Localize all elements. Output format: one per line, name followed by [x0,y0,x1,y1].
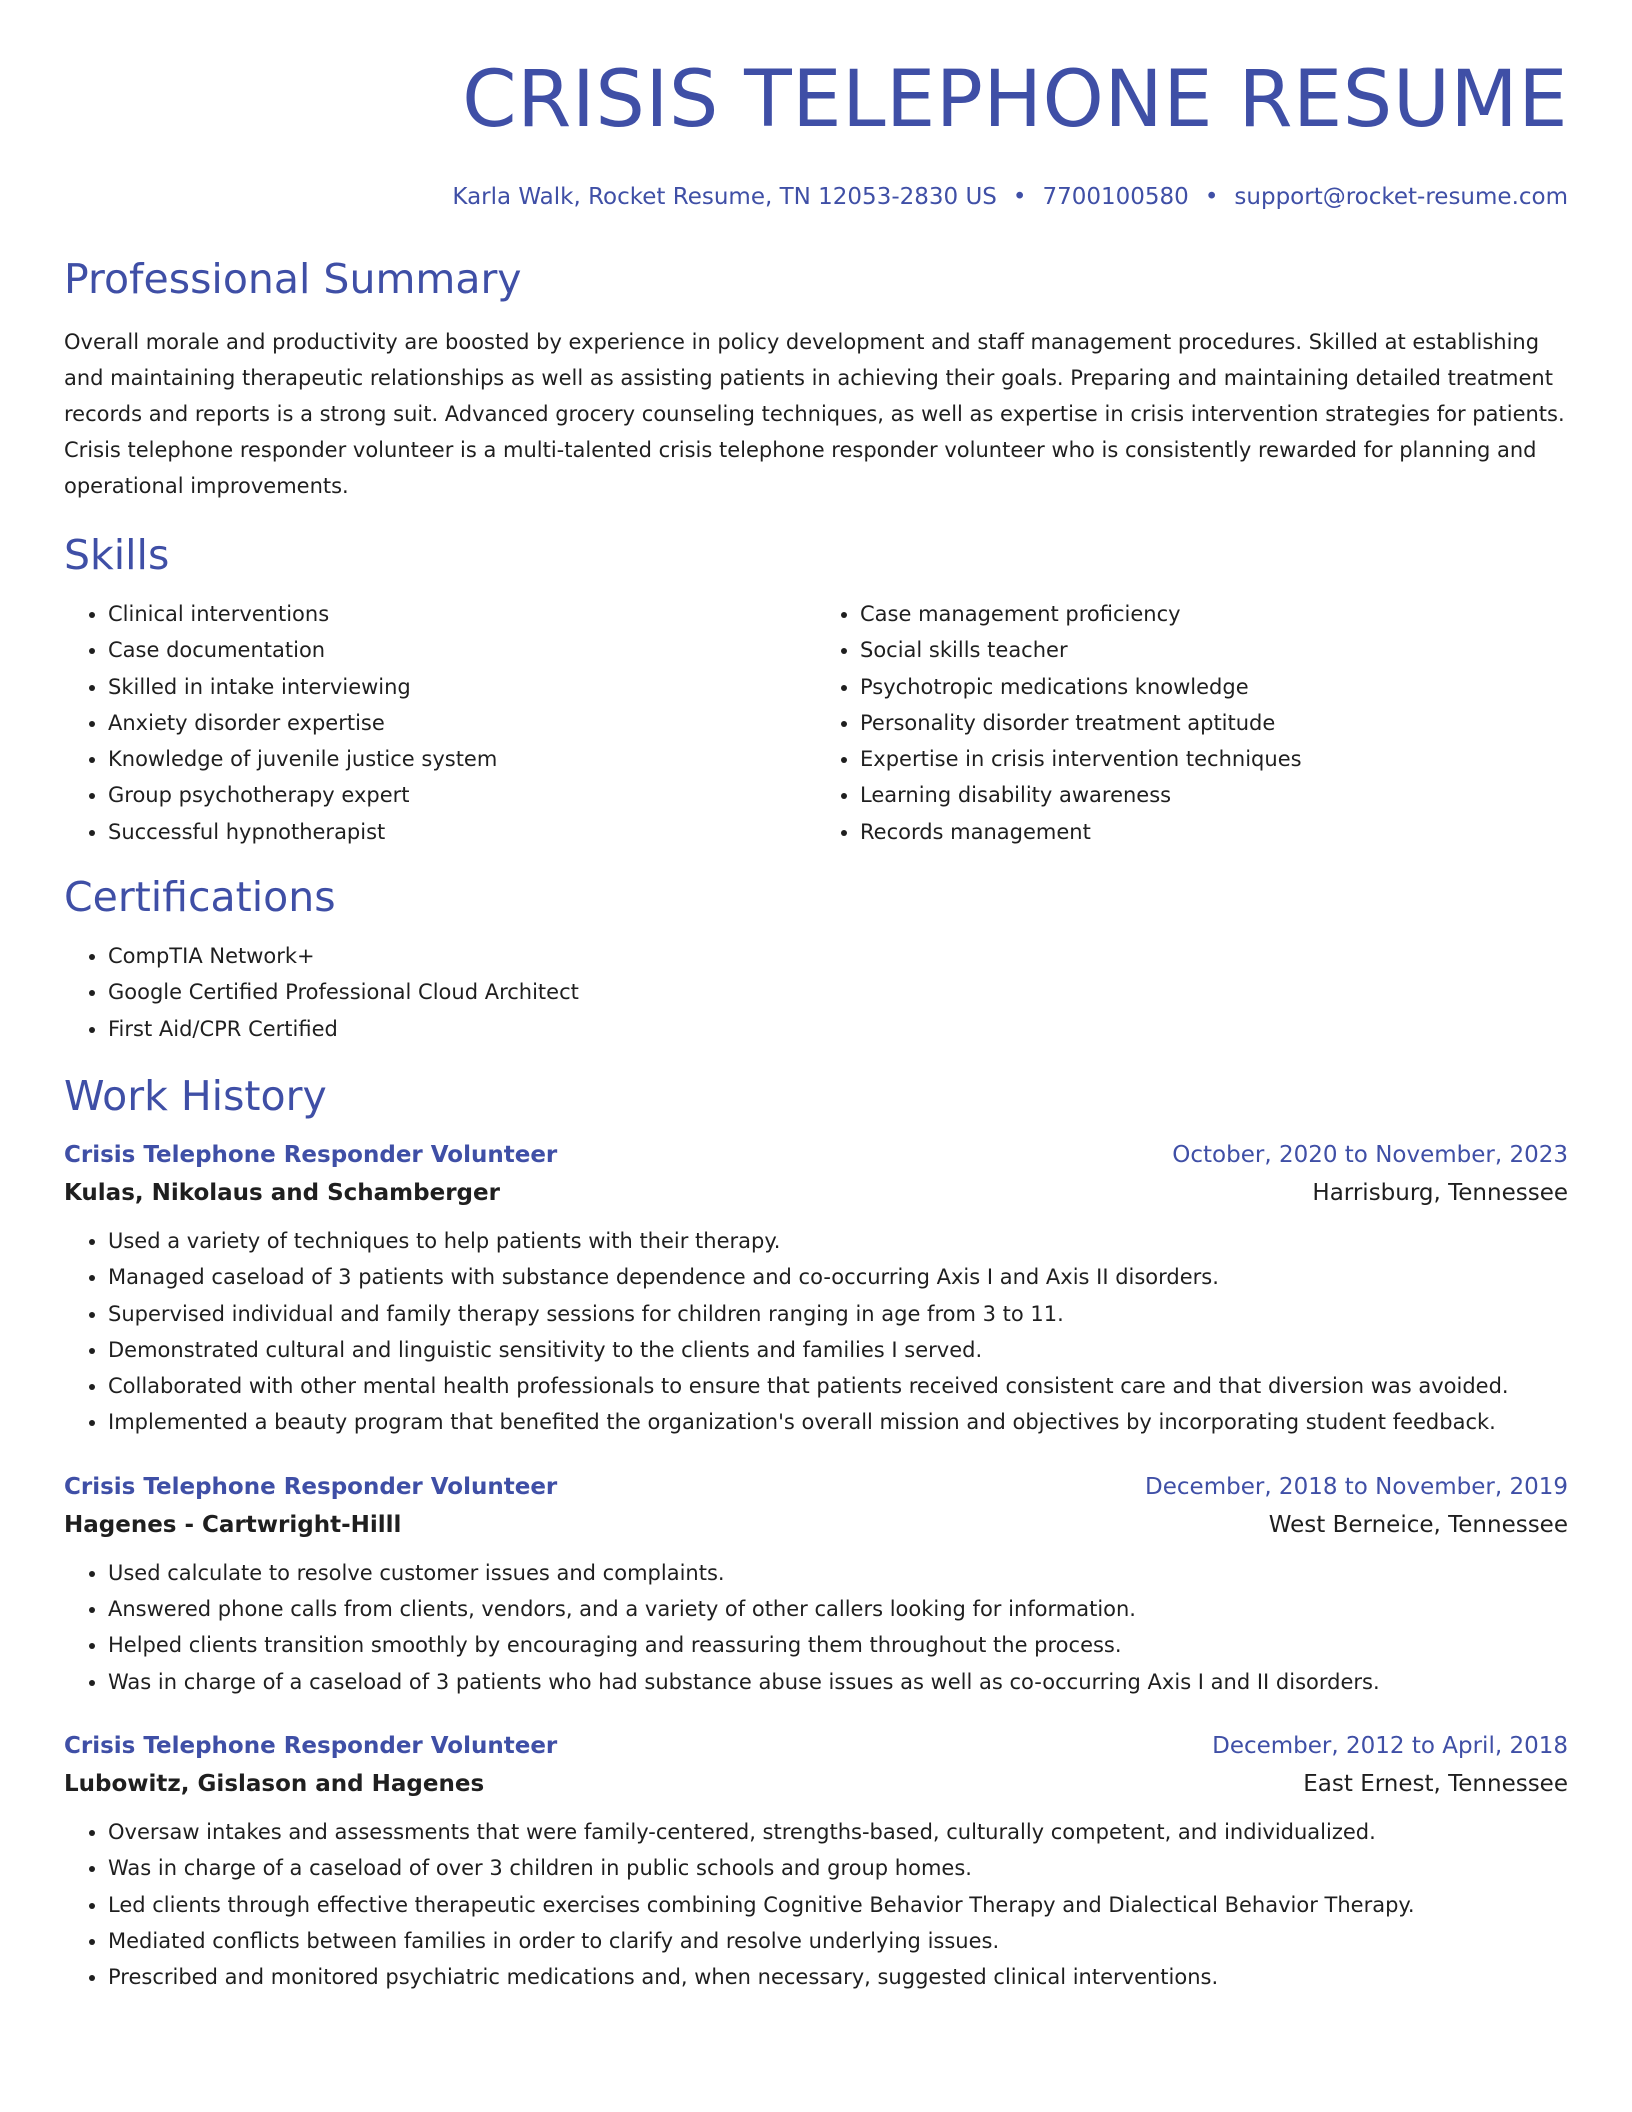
list-item: • Case management proficiency [860,596,1568,632]
list-item: • Led clients through effective therapeutic exercises combining Cognitive Behavior Therapy and Dialectical Behavior Therapy. [108,1887,1568,1923]
skills-list-right [816,596,1568,850]
resume-title: CRISIS TELEPHONE RESUME [462,55,1568,145]
list-item: • Personality disorder treatment aptitude [860,705,1568,741]
contact-separator: • [1204,184,1219,210]
list-item: • Implemented a beauty program that benefited the organization's overall mission and objectives by incorporating student feedback. [108,1404,1568,1440]
list-item: • Mediated conflicts between families in order to clarify and resolve underlying issues. [108,1923,1568,1959]
summary-text: Overall morale and productivity are boosted by experience in policy development and staff management procedures. Skilled at establishing and maintaining therapeutic relationships as well as assisting patients in achieving their goals. Preparing and maintaining detailed treatment records and reports is a strong suit. Advanced grocery counseling techniques, as well as expertise in crisis intervention strategies for patients. Crisis telephone responder volunteer is a multi-talented crisis telephone responder volunteer who is consistently rewarded for planning and operational improvements. [64,330,1565,498]
list-item: • Used a variety of techniques to help patients with their therapy. [108,1223,1568,1259]
list-item: • Supervised individual and family therapy sessions for children ranging in age from 3 to 11. [108,1296,1568,1332]
list-item: • Expertise in crisis intervention techniques [860,741,1568,777]
work-history-heading: Work History [64,1071,327,1120]
job-location: Harrisburg, Tennessee [1312,1179,1568,1206]
contact-address: Karla Walk, Rocket Resume, TN 12053-2830 US [452,184,997,210]
skills-list-left [64,596,816,850]
job-title: Crisis Telephone Responder Volunteer [64,1141,558,1168]
list-item: • Prescribed and monitored psychiatric medications and, when necessary, suggested clinical interventions. [108,1959,1568,1995]
job-company-row [64,1505,1568,1545]
list-item: • Google Certified Professional Cloud Architect [108,974,1568,1010]
job-location: West Berneice, Tennessee [1268,1511,1568,1538]
list-item: • Social skills teacher [860,632,1568,668]
job-bullets [64,1555,1568,1700]
summary-heading: Professional Summary [64,255,522,303]
list-item: • Skilled in intake interviewing [108,669,816,705]
job-entry [64,1728,1568,1995]
list-item: • Case documentation [108,632,816,668]
list-item: • Psychotropic medications knowledge [860,669,1568,705]
certifications-list [64,938,1568,1047]
skills-heading: Skills [64,531,170,579]
list-item: • Oversaw intakes and assessments that were family-centered, strengths-based, culturally competent, and individualized. [108,1814,1568,1850]
job-company: Hagenes - Cartwright-Hilll [64,1511,402,1538]
job-company-row [64,1764,1568,1804]
list-item: • Records management [860,814,1568,850]
list-item: • Was in charge of a caseload of over 3 children in public schools and group homes. [108,1850,1568,1886]
job-header-row [64,1728,1568,1764]
job-header-row [64,1137,1568,1173]
job-bullets [64,1814,1568,1995]
contact-phone: 7700100580 [1042,184,1189,210]
job-company: Lubowitz, Gislason and Hagenes [64,1770,485,1797]
contact-email[interactable]: support@rocket-resume.com [1234,184,1568,210]
list-item: • Answered phone calls from clients, vendors, and a variety of other callers looking for information. [108,1591,1568,1627]
job-title: Crisis Telephone Responder Volunteer [64,1473,558,1500]
job-bullets [64,1223,1568,1441]
list-item: • Anxiety disorder expertise [108,705,816,741]
list-item: • First Aid/CPR Certified [108,1011,1568,1047]
job-title: Crisis Telephone Responder Volunteer [64,1732,558,1759]
list-item: • Collaborated with other mental health professionals to ensure that patients received consistent care and that diversion was avoided. [108,1368,1568,1404]
list-item: • Was in charge of a caseload of 3 patients who had substance abuse issues as well as co-occurring Axis I and II disorders. [108,1664,1568,1700]
job-entry [64,1137,1568,1441]
list-item: • Used calculate to resolve customer issues and complaints. [108,1555,1568,1591]
job-company: Kulas, Nikolaus and Schamberger [64,1179,500,1206]
list-item: • Clinical interventions [108,596,816,632]
job-dates: December, 2018 to November, 2019 [1145,1473,1568,1500]
contact-line [64,182,1568,212]
job-entry [64,1469,1568,1700]
list-item: • CompTIA Network+ [108,938,1568,974]
list-item: • Knowledge of juvenile justice system [108,741,816,777]
list-item: • Helped clients transition smoothly by encouraging and reassuring them throughout the process. [108,1627,1568,1663]
skills-columns [64,596,1568,850]
job-company-row [64,1173,1568,1213]
job-location: East Ernest, Tennessee [1303,1770,1568,1797]
list-item: • Demonstrated cultural and linguistic sensitivity to the clients and families I served. [108,1332,1568,1368]
contact-separator: • [1012,184,1027,210]
list-item: • Learning disability awareness [860,777,1568,813]
list-item: • Successful hypnotherapist [108,814,816,850]
job-header-row [64,1469,1568,1505]
job-dates: December, 2012 to April, 2018 [1212,1732,1568,1759]
list-item: • Managed caseload of 3 patients with substance dependence and co-occurring Axis I and Axis II disorders. [108,1259,1568,1295]
list-item: • Group psychotherapy expert [108,777,816,813]
certifications-heading: Certifications [64,873,336,922]
job-dates: October, 2020 to November, 2023 [1172,1141,1568,1168]
